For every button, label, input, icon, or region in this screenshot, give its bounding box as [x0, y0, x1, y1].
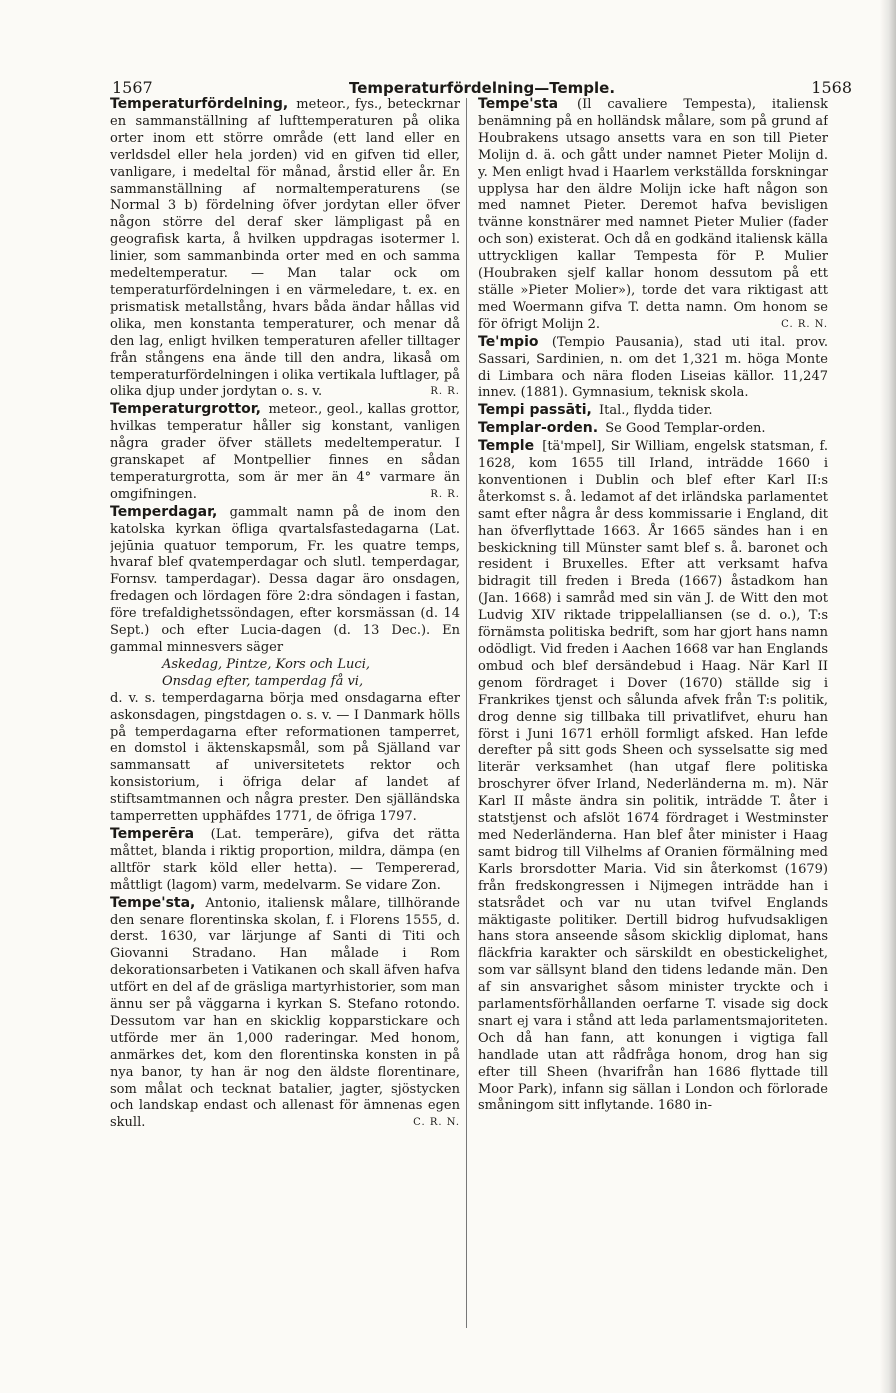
entry-tempio [478, 334, 828, 403]
page-edge-shadow [880, 0, 896, 1393]
entry-tempesta-cavaliere [478, 96, 828, 334]
page-number-left: 1567 [112, 78, 153, 97]
entry-temperaturfordelning [110, 96, 460, 401]
column-divider [466, 98, 467, 1328]
entry-text: Ital., flydda tider. [599, 403, 713, 419]
headword: Temple [478, 438, 535, 455]
headword: Te'mpio [478, 333, 539, 350]
headword: Temperaturgrottor, [110, 401, 261, 418]
memory-verse [110, 657, 460, 691]
author-signature: C. R. N. [413, 1117, 460, 1129]
entry-text: meteor., geol., kallas grottor, hvilkas temperatur håller sig konstant, vanligen några grader öfver ställets medeltemperatur. I granskapet af Montpellier finnes en sådan temperaturgrotta, som är mer än 4° varmare än omgifningen. [110, 402, 460, 502]
author-signature: C. R. N. [781, 318, 828, 330]
right-column [478, 96, 828, 1336]
entry-tempi-passati [478, 402, 828, 420]
headword: Temperdagar, [110, 503, 218, 520]
entry-text: d. v. s. temperdagarna börja med onsdagarna efter askonsdagen, pingstdagen o. s. v. — I Danmark hölls på temperdagarna efter reformationen tamperret, en domstol i äktenskapsmål, som på Själland var sammansatt af universitetets rektor och konsistorium, i öfriga delar af landet af stiftsamtmannen och några prester. Den själländska tamperretten upphäfdes 1771, de öfriga 1797. [110, 690, 460, 825]
headword: Tempi passāti, [478, 402, 592, 419]
entry-text: (Lat. temperāre), gifva det rätta måttet, blanda i riktig proportion, mildra, dämpa (en alltför stark köld eller hetta). — Tempererad, måttligt (lagom) varm, medelvarm. Se vidare Zon. [110, 826, 460, 893]
entry-temperera [110, 826, 460, 895]
headword: Tempe'sta, [110, 894, 196, 911]
left-column [110, 96, 460, 1336]
entry-tempesta-antonio [110, 895, 460, 1133]
running-title: Temperaturfördelning—Temple. [348, 79, 616, 97]
headword: Tempe'sta [478, 96, 559, 112]
entry-temperdagar [110, 504, 460, 657]
entry-text: [tä'mpel], Sir William, engelsk statsman, f. 1628, kom 1655 till Irland, inträdde 1660 i konventionen i Dublin och blef efter Karl II:s återkomst s. å. ledamot af det irländska parlamentet samt efter några år dess kommissarie i England, dit han öfverflyttade 1663. År 1665 sändes han i en beskickning till Münster samt blef s. å. baronet och resident i Bruxelles. Efter att verksamt hafva bidragit till freden i Breda (1667) åstadkom han (Jan. 1668) i samråd med sin vän J. de Witt den mot Ludvig XIV riktade trippelalliansen (se d. o.), T:s förnämsta politiska bedrift, som har gjort hans namn odödligt. Vid freden i Aachen 1668 var han Englands ombud och blef dersändebud i Haag. När Karl II genom fördraget i Dover (1670) ställde sig i Frankrikes tjenst och sålunda afvek från T:s politik, drog denne sig tillbaka till privatlifvet, ehuru han först i Juni 1671 erhöll formligt afsked. Han lefde derefter på sitt gods Sheen och sysselsatte sig med literär verksamhet (han utgaf flere politiska broschyrer öfver Irland, Nederländerna m. m). När Karl II måste ändra sin politik, inträdde T. åter i statstjenst och afslöt 1674 fördraget i Westminster med Nederländerna. Han blef åter minister i Haag samt bidrog till Vilhelms af Oranien förmälning med Karls brorsdotter Maria. Vid sin återkomst (1679) från fredskongressen i Nijmegen inträdde han i statsrådet och var nu utan tvifvel Englands mäktigaste politiker. Dertill bidrog hufvudsakligen hans stora anseende såsom skicklig diplomat, hans fläckfria karakter och särskildt en obestickelighet, som var sällsynt bland den tidens ledande män. Den af sin ansvarighet såsom minister tryckte och i parlamentsförhållanden oerfarne T. visade sig dock snart ej vara i stånd att leda parlamentsmajoriteten. Och då han fann, att konungen i vigtiga fall handlade utan att rådfråga honom, drog han sig efter till Sheen (hvarifrån han 1686 flyttade till Moor Park), infann sig sällan i London och förlorade småningom sitt inflytande. 1680 in- [478, 439, 828, 1114]
entry-temperdagar-continued [110, 691, 460, 826]
entry-text: Antonio, italiensk målare, tillhörande den senare florentinska skolan, f. i Florens 1555, d. derst. 1630, var lärjunge af Santi di Titi och Giovanni Stradano. Han målade i Rom dekorationsarbeten i Vatikanen och skall äfven hafva utfört en del af de gräsliga martyrhistorier, som man ännu ser på väggarna i kyrkan S. Stefano rotondo. Dessutom var han en skicklig kopparstickare och utförde mer än 1,000 raderingar. Med honom, anmärkes det, kom den florentinska konsten in på nya banor, ty han är nog den äldste florentinare, som målat och tecknat batalier, jagter, sjöstycken och landskap endast och allenast för ämnenas egen skull. [110, 895, 460, 1131]
entry-text: (Tempio Pausania), stad uti ital. prov. Sassari, Sardinien, n. om det 1,321 m. höga Monte di Limbara och nära floden Liseias källor. 11,247 innev. (1881). Gymnasium, teknisk skola. [478, 334, 828, 401]
headword: Temperaturfördelning, [110, 96, 289, 112]
entry-text: gammalt namn på de inom den katolska kyrkan öfliga qvartalsfastedagarna (Lat. jejūnia quatuor temporum, Fr. les quatre temps, hvaraf blef qvatemperdagar och slutl. temperdagar, Fornsv. tamperdagar). Dessa dagar äro onsdagen, fredagen och lördagen före 2:dra söndagen i fastan, före trefaldighetssöndagen, efter korsmässan (d. 14 Sept.) och efter Lucia-dagen (d. 13 Dec.). En gammal minnesvers säger [110, 504, 460, 655]
entry-text: meteor., fys., beteckrnar en sammanställning af lufttemperaturen på olika orter inom ett större område (ett land eller en verldsdel eller hela jorden) vid en gifven tid eller, vanligare, i medeltal för månad, årstid eller år. En sammanställning af normaltemperaturens (se Normal 3 b) fördelning öfver jordytan eller öfver någon större del deraf sker lämpligast på en geografisk karta, å hvilken uppdragas isotermer l. linier, som sammanbinda orter med en och samma medeltemperatur. — Man talar ock om temperaturfördelningen i en värmeledare, t. ex. en prismatisk metallstång, hvars båda ändar hållas vid olika, men konstanta temperaturer, och menar då den lag, enligt hvilken temperaturen afeller tilltager från stångens ena ände till den andra, likaså om temperaturfördelningen i olika vertikala luftlager, på olika djup under jordytan o. s. v. [110, 97, 460, 400]
headword: Templar-orden. [478, 420, 599, 437]
entry-text: Se Good Templar-orden. [605, 421, 766, 437]
entry-temple [478, 438, 828, 1115]
entry-templar-orden [478, 420, 828, 438]
verse-line: Onsdag efter, tamperdag få vi, [162, 673, 364, 689]
page-number-right: 1568 [811, 78, 852, 97]
headword: Temperēra [110, 825, 195, 842]
author-signature: R. R. [430, 488, 460, 500]
entry-temperaturgrottor [110, 401, 460, 503]
verse-line: Askedag, Pintze, Kors och Luci, [162, 656, 370, 672]
author-signature: R. R. [430, 386, 460, 398]
entry-text: (Il cavaliere Tempesta), italiensk benämning på en holländsk målare, som på grund af Houbrakens utsago ansetts vara en son till Pieter Molijn d. ä. och gått under namnet Pieter Molijn d. y. Men enligt hvad i Haarlem verkställda forskningar upplysa har den äldre Molijn icke haft någon son med namnet Pieter. Deremot hafva bevisligen tvänne konstnärer med namnet Pieter Mulier (fader och son) existerat. Och då en godkänd italiensk källa uttryckligen kallar Tempesta för P. Mulier (Houbraken sjelf kallar honom dessutom på ett ställe »Pieter Molier»), torde det vara riktigast att med Woermann gifva T. detta namn. Om honom se för öfrigt Molijn 2. [478, 97, 828, 332]
